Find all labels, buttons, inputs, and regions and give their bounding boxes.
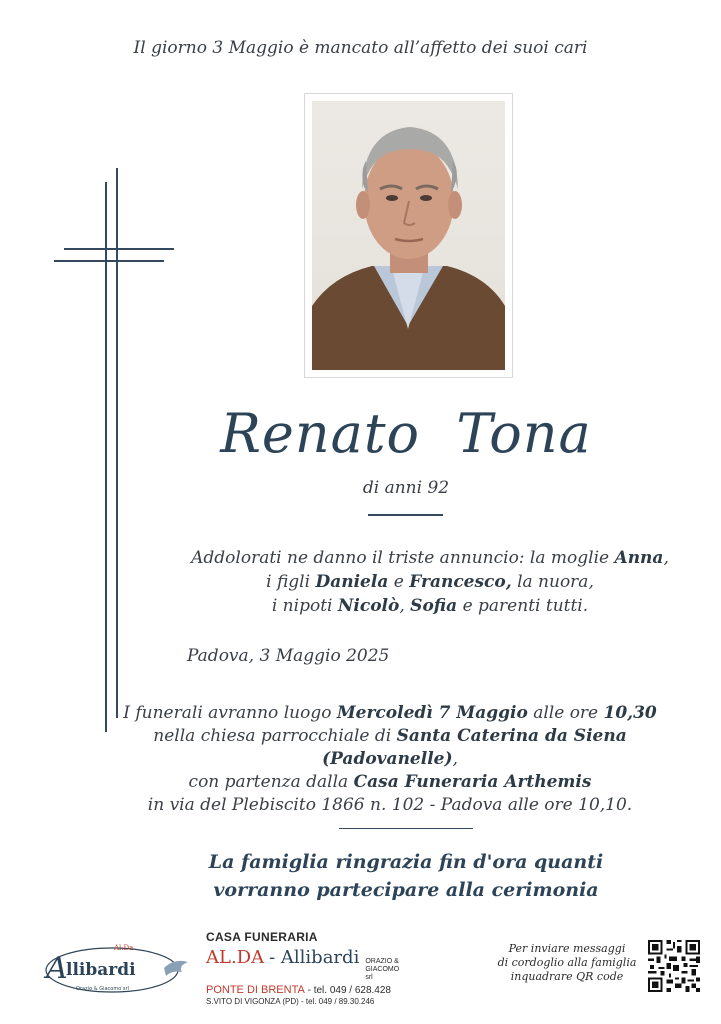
branch-name: PONTE DI BRENTA — [206, 984, 305, 996]
funeral-text: alle ore — [527, 703, 604, 723]
allibardi-logo — [42, 940, 192, 998]
announcement-text: , — [399, 596, 411, 616]
logo-top: Al.Da — [114, 944, 134, 952]
cross-horizontal-line — [64, 248, 174, 250]
agency-kind: CASA FUNERARIA — [206, 930, 318, 944]
cross-horizontal-line — [54, 260, 164, 262]
place-date: Padova, 3 Maggio 2025 — [187, 646, 390, 666]
announcement-text: i nipoti — [271, 596, 338, 616]
grandchild-name: Sofia — [410, 596, 458, 616]
funeral-text: nella chiesa parrocchiale di — [153, 726, 397, 746]
qr-instructions — [492, 942, 642, 984]
owners-line: ORAZIO & — [365, 958, 399, 965]
qr-code-icon[interactable] — [648, 940, 700, 992]
announcement-text: , — [663, 548, 669, 568]
thanks-line: vorranno partecipare alla cerimonia — [213, 879, 599, 901]
grandchild-name: Nicolò — [337, 596, 400, 616]
divider-line — [339, 828, 473, 829]
funeral-time: 10,30 — [603, 703, 657, 723]
wife-name: Anna — [614, 548, 664, 568]
logo-sub: Orazio & Giacomo srl — [76, 986, 129, 992]
first-name: Renato — [220, 402, 421, 465]
funeral-agency-info — [206, 930, 476, 1006]
thanks-message — [200, 848, 612, 904]
church-name: Santa Caterina da Siena (Padovanelle) — [322, 726, 627, 769]
funeral-details — [120, 702, 660, 817]
branch-2: S.VITO DI VIGONZA (PD) - tel. 049 / 89.30.246 — [206, 997, 375, 1006]
logo-name: llibardi — [66, 960, 136, 980]
announcement-text: e parenti tutti. — [457, 596, 589, 616]
dove-icon — [164, 961, 188, 976]
portrait-photo — [312, 101, 505, 370]
last-name: Tona — [456, 402, 592, 465]
funeral-text: con partenza dalla — [188, 772, 354, 792]
announcement — [120, 546, 721, 618]
owners-line: GIACOMO srl — [365, 966, 400, 981]
funeral-home-name: Casa Funeraria Arthemis — [353, 772, 592, 792]
funeral-text: I funerali avranno luogo — [123, 703, 337, 723]
qr-line: inquadrare QR code — [510, 970, 624, 983]
branch-tel: - tel. 049 / 628.428 — [304, 985, 391, 996]
portrait-frame — [304, 93, 513, 378]
child-name: Daniela — [315, 572, 389, 592]
age-text: di anni 92 — [362, 478, 450, 498]
funeral-address: in via del Plebiscito 1866 n. 102 - Padova alle ore 10,10. — [147, 795, 633, 815]
portrait-illustration — [312, 101, 505, 370]
divider-line — [368, 514, 443, 516]
deceased-name — [0, 402, 721, 465]
agency-ald: AL.DA — [206, 947, 265, 968]
qr-line: di cordoglio alla famiglia — [497, 956, 637, 969]
intro-text: Il giorno 3 Maggio è mancato all’affetto dei suoi cari — [133, 38, 588, 58]
announcement-text: Addolorati ne danno il triste annuncio: la moglie — [191, 548, 615, 568]
logo-initial: A — [46, 951, 68, 986]
child-name: Francesco, — [409, 572, 512, 592]
funeral-text: , — [452, 749, 458, 769]
announcement-text: i figli — [266, 572, 316, 592]
announcement-text: la nuora, — [511, 572, 594, 592]
agency-owners — [365, 958, 405, 982]
agency-name: - Allibardi — [269, 947, 360, 968]
announcement-text: e — [388, 572, 410, 592]
qr-line: Per inviare messaggi — [508, 942, 626, 955]
thanks-line: La famiglia ringrazia fin d'ora quanti — [208, 851, 604, 873]
funeral-day: Mercoledì 7 Maggio — [336, 703, 528, 723]
